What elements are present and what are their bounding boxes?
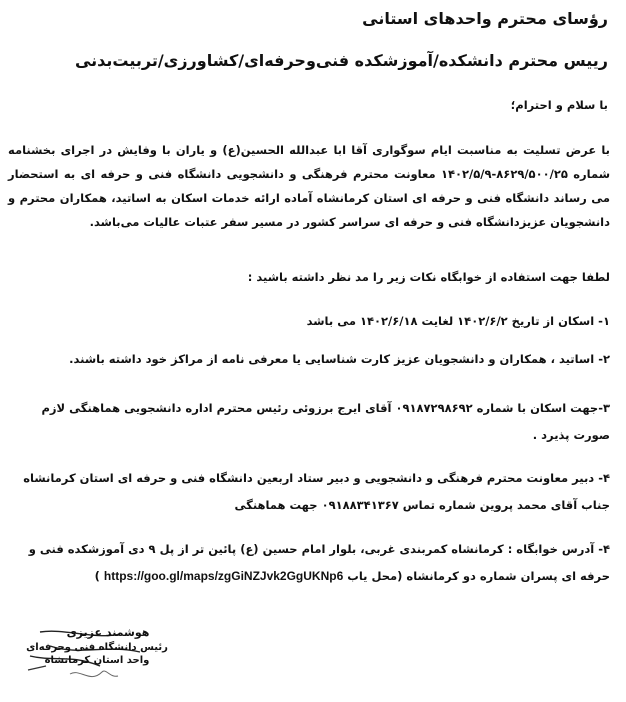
recipient-line-2: رییس محترم دانشکده/آموزشکده فنی‌وحرفه‌ای/کشاورزی/تربیت‌بدنی: [74, 51, 608, 70]
item-1: ۱- اسکان از تاریخ ۱۴۰۲/۶/۲ لغایت ۱۴۰۲/۶/۱۸ می باشد: [306, 314, 610, 328]
item-4: ۴- دبیر معاونت محترم فرهنگی و دانشجویی و دبیر ستاد اربعین دانشگاه فنی و حرفه ای استان کرمانشاه جناب آقای محمد پروین شماره تماس ۰۹۱۸۸۳۴۱۳۶۷ جهت هماهنگی: [23, 471, 610, 512]
intro-paragraph: با عرض تسلیت به مناسبت ایام سوگواری آقا ابا عبدالله الحسین(ع) و یاران با وفایش در اجرای بخشنامه شماره ۸۶۲۹/۵۰۰/۲۵-۱۴۰۲/۵/۹ معاونت محترم فرهنگی و دانشجویی دانشگاه فنی و حرفه ای به استحضار می رساند دانشگاه فنی و حرفه ای استان کرمانشاه آماده ارائه خدمات اسکان به اساتید، همکاران محترم و دانشجویان عزیزدانشگاه فنی و حرفه ای سراسر کشور در مسیر سفر عتبات عالیات می‌باشد.: [8, 143, 610, 229]
greeting: با سلام و احترام؛: [510, 98, 608, 112]
item-5-address: [4, 536, 610, 590]
map-link[interactable]: https://goo.gl/maps/zgGiNZJvk2GgUKNp6: [103, 569, 344, 583]
signatory-title-line-2: واحد استان کرمانشاه: [44, 655, 150, 666]
item-5-close-paren: ): [94, 569, 100, 583]
item-5-text: ۴- آدرس خوابگاه : کرمانشاه کمربندی غربی، بلوار امام حسین (ع) پائین تر از پل ۹ دی آموزشکده فنی و حرفه ای پسران شماره دو کرمانشاه (محل یاب: [28, 542, 610, 583]
lead-paragraph: لطفا جهت استفاده از خوابگاه نکات زیر را مد نظر داشته باشید :: [247, 270, 610, 284]
recipient-line-1: رؤسای محترم واحدهای استانی: [362, 9, 608, 28]
item-3: ۳-جهت اسکان با شماره ۰۹۱۸۷۲۹۸۶۹۲ آقای ایرج برزوئی رئیس محترم اداره دانشجویی هماهنگی لازم صورت پذیرد .: [41, 401, 610, 442]
signatory-name: هوشمند عزیزی: [66, 626, 150, 639]
signature-block: [10, 626, 168, 700]
signatory-title: [22, 641, 172, 667]
signatory-title-line-1: رئیس دانشگاه فنی وحرفه‌ای: [26, 642, 168, 653]
item-2: ۲- اساتید ، همکاران و دانشجویان عزیز کارت شناسایی یا معرفی نامه از مراکز خود داشته باشند.: [69, 352, 610, 366]
